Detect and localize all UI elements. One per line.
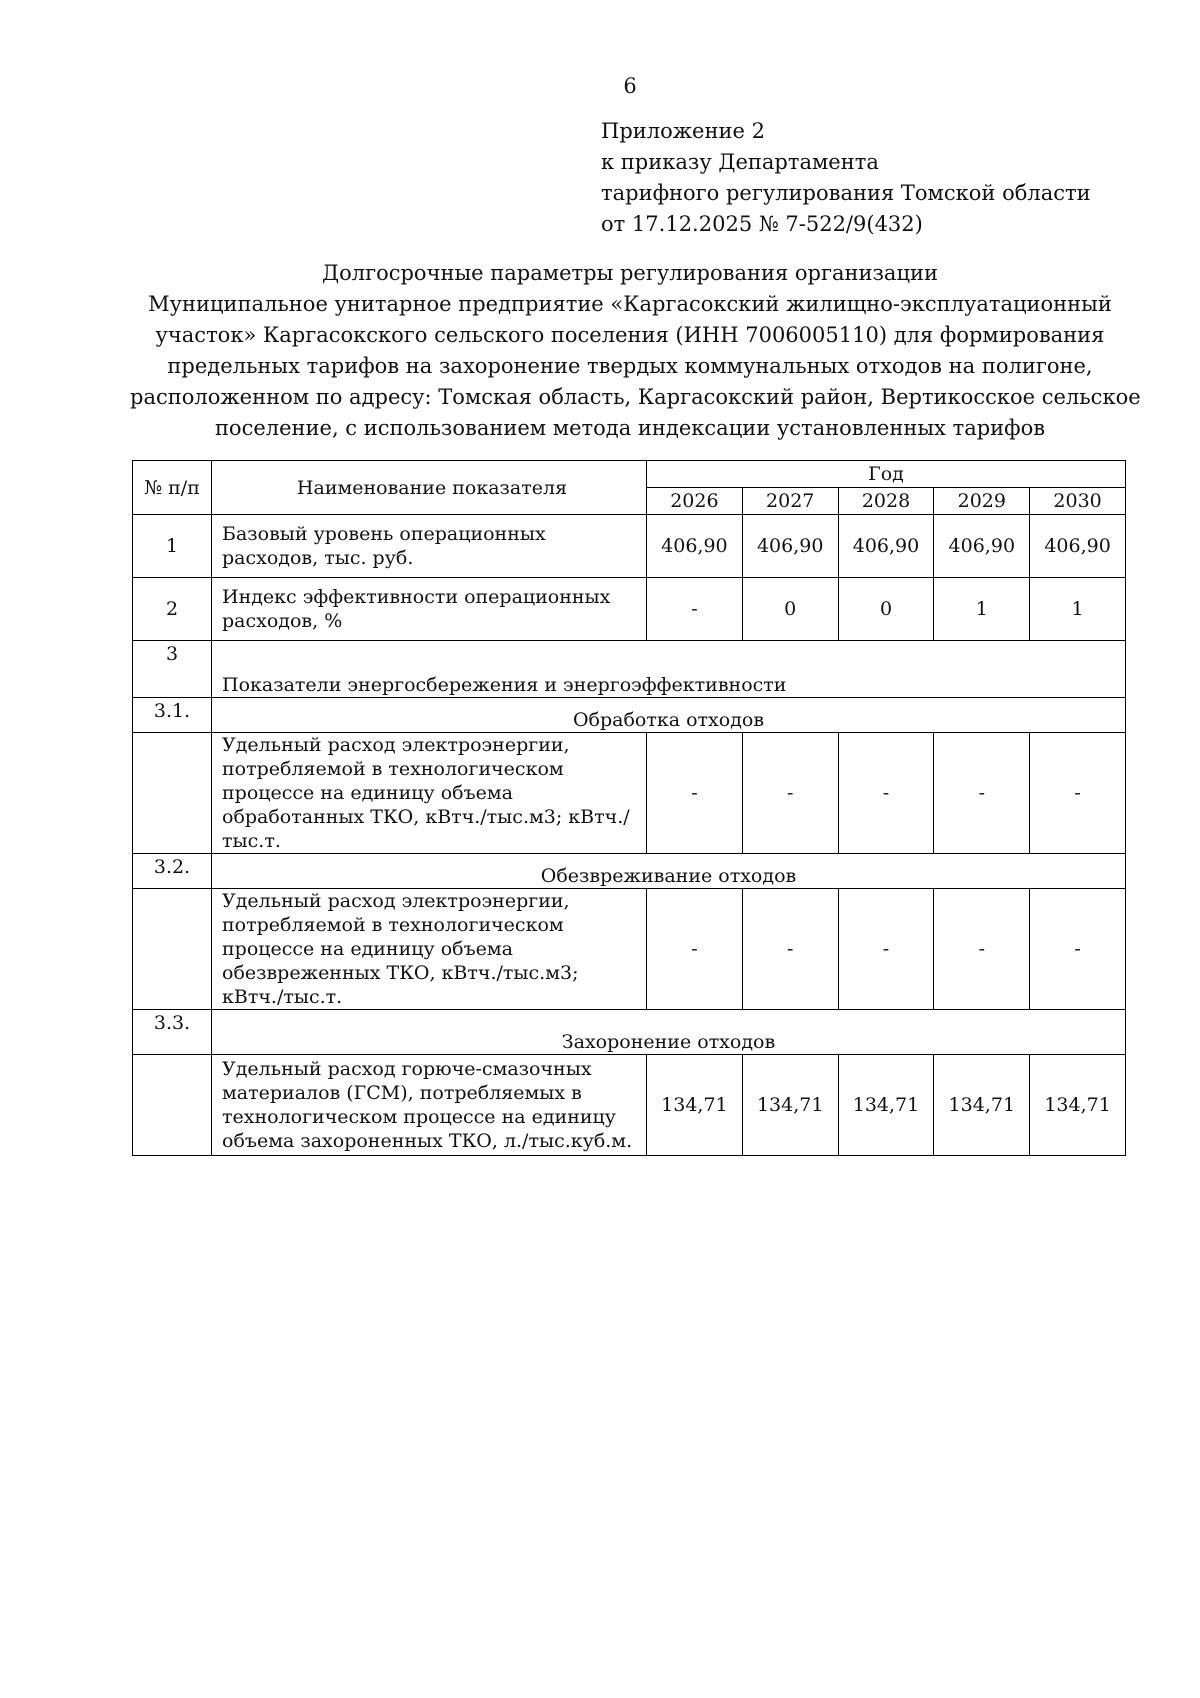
table-row — [133, 578, 1126, 641]
row-name: Удельный расход горюче-смазочных материалов (ГСМ), потребляемых в технологическом процессе на единицу объема захороненных ТКО, л./тыс.куб.м. — [212, 1055, 647, 1156]
appendix-line: Приложение 2 — [601, 119, 765, 143]
row-value: 406,90 — [647, 515, 743, 578]
header-year: 2027 — [742, 488, 838, 515]
title-line: поселение, с использованием метода индексации установленных тарифов — [214, 416, 1046, 440]
row-value: 134,71 — [1030, 1055, 1126, 1156]
table-row — [133, 1055, 1126, 1156]
subsection-row — [133, 698, 1126, 733]
header-year-group: Год — [647, 461, 1126, 488]
row-value: 134,71 — [934, 1055, 1030, 1156]
subsection-row — [133, 1010, 1126, 1055]
row-value: - — [838, 889, 934, 1010]
row-value: - — [647, 889, 743, 1010]
row-num — [133, 1055, 212, 1156]
row-value: 134,71 — [742, 1055, 838, 1156]
title-line: предельных тарифов на захоронение твердых коммунальных отходов на полигоне, — [167, 354, 1093, 378]
row-value: - — [838, 733, 934, 854]
table-row — [133, 889, 1126, 1010]
row-value: - — [742, 889, 838, 1010]
row-value: 406,90 — [742, 515, 838, 578]
row-num — [133, 889, 212, 1010]
table-row — [133, 733, 1126, 854]
header-year: 2026 — [647, 488, 743, 515]
header-year: 2029 — [934, 488, 1030, 515]
row-num: 3 — [133, 641, 212, 698]
appendix-block — [601, 116, 1091, 240]
row-num: 1 — [133, 515, 212, 578]
row-name: Удельный расход электроэнергии, потребляемой в технологическом процессе на единицу объема обезвреженных ТКО, кВтч./тыс.м3; кВтч./тыс.т. — [212, 889, 647, 1010]
row-num: 3.3. — [133, 1010, 212, 1055]
row-value: 134,71 — [838, 1055, 934, 1156]
table-row — [133, 515, 1126, 578]
section-row — [133, 641, 1126, 698]
title-line: Муниципальное унитарное предприятие «Каргасокский жилищно-эксплуатационный — [148, 292, 1112, 316]
section-title: Показатели энергосбережения и энергоэффективности — [212, 641, 1126, 698]
row-value: - — [1030, 889, 1126, 1010]
row-value: - — [647, 733, 743, 854]
row-value: 0 — [838, 578, 934, 641]
document-title — [130, 258, 1141, 444]
row-name: Удельный расход электроэнергии, потребляемой в технологическом процессе на единицу объема обработанных ТКО, кВтч./тыс.м3; кВтч./тыс.т. — [212, 733, 647, 854]
appendix-line: тарифного регулирования Томской области — [601, 181, 1091, 205]
row-num: 3.2. — [133, 854, 212, 889]
row-num — [133, 733, 212, 854]
row-name: Индекс эффективности операционных расходов, % — [212, 578, 647, 641]
header-name: Наименование показателя — [212, 461, 647, 515]
row-value: 406,90 — [1030, 515, 1126, 578]
header-year: 2028 — [838, 488, 934, 515]
subsection-title: Обработка отходов — [212, 698, 1126, 733]
subsection-title: Захоронение отходов — [212, 1010, 1126, 1055]
row-name: Базовый уровень операционных расходов, тыс. руб. — [212, 515, 647, 578]
title-line: Долгосрочные параметры регулирования организации — [322, 261, 938, 285]
row-value: 134,71 — [647, 1055, 743, 1156]
row-value: - — [647, 578, 743, 641]
header-num: № п/п — [133, 461, 212, 515]
page-number: 6 — [623, 74, 637, 98]
title-line: участок» Каргасокского сельского поселения (ИНН 7006005110) для формирования — [155, 323, 1105, 347]
appendix-line: от 17.12.2025 № 7-522/9(432) — [601, 212, 923, 236]
title-line: расположенном по адресу: Томская область, Каргасокский район, Вертикосское сельское — [130, 385, 1141, 409]
row-value: - — [1030, 733, 1126, 854]
row-num: 2 — [133, 578, 212, 641]
parameters-table — [132, 460, 1126, 1156]
row-value: 406,90 — [934, 515, 1030, 578]
row-value: 0 — [742, 578, 838, 641]
appendix-line: к приказу Департамента — [601, 150, 879, 174]
row-value: 1 — [1030, 578, 1126, 641]
table-header-row — [133, 461, 1126, 488]
row-value: 1 — [934, 578, 1030, 641]
row-num: 3.1. — [133, 698, 212, 733]
subsection-row — [133, 854, 1126, 889]
header-year: 2030 — [1030, 488, 1126, 515]
row-value: - — [934, 889, 1030, 1010]
row-value: - — [742, 733, 838, 854]
row-value: - — [934, 733, 1030, 854]
subsection-title: Обезвреживание отходов — [212, 854, 1126, 889]
row-value: 406,90 — [838, 515, 934, 578]
